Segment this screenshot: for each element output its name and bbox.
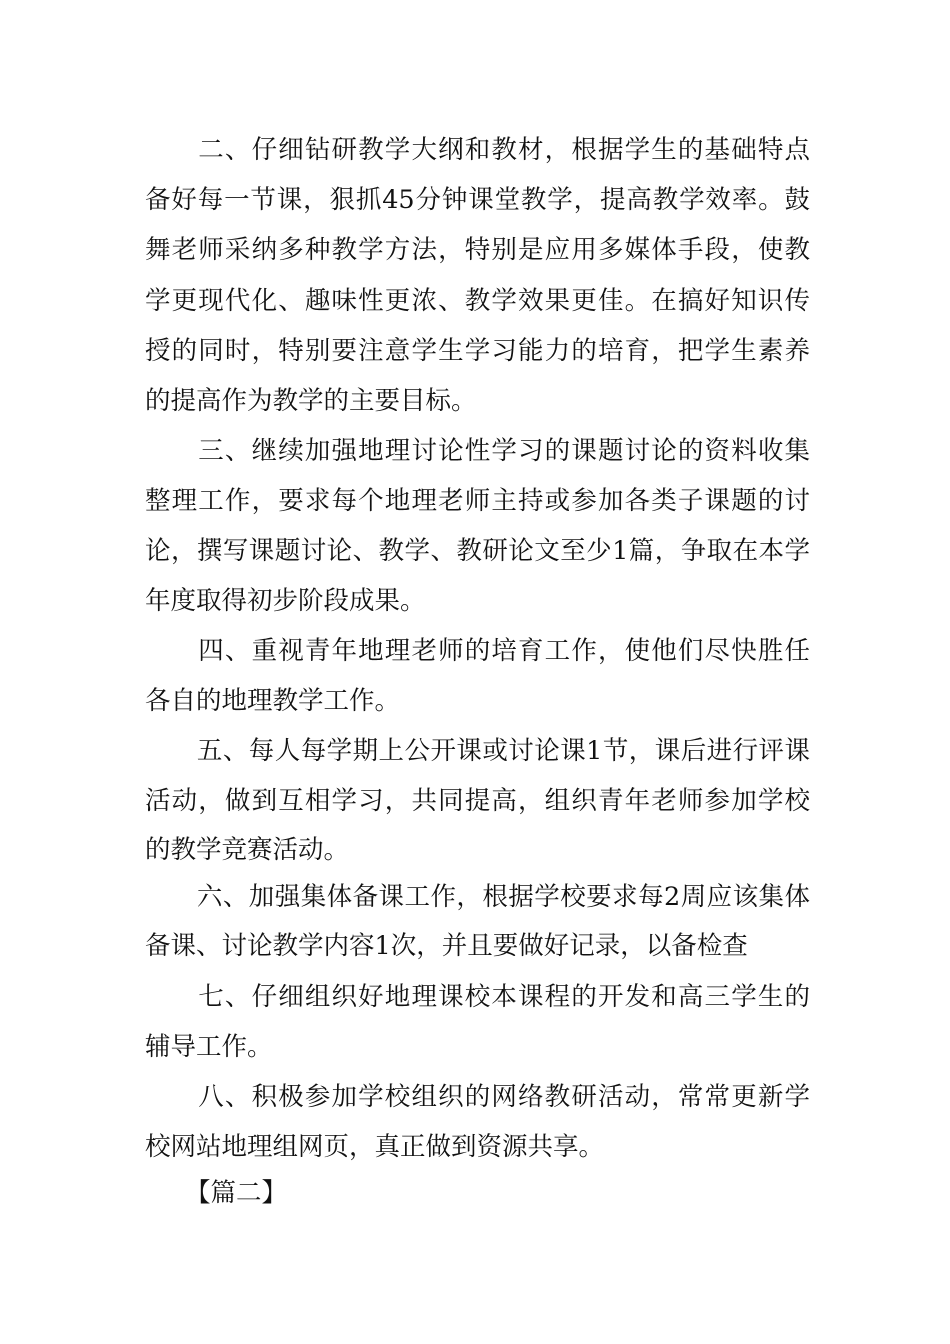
paragraph-line: 六、加强集体备课工作，根据学校要求每2周应该集体 (145, 882, 810, 912)
paragraph-line: 二、仔细钻研教学大纲和教材，根据学生的基础特点 (145, 135, 810, 165)
paragraph-line: 论，撰写课题讨论、教学、教研论文至少1篇，争取在本学 (145, 536, 810, 566)
paragraph-line: 三、继续加强地理讨论性学习的课题讨论的资料收集 (145, 436, 810, 466)
paragraph-line: 舞老师采纳多种教学方法，特别是应用多媒体手段，使教 (145, 235, 810, 265)
paragraph-line: 四、重视青年地理老师的培育工作，使他们尽快胜任 (145, 636, 810, 666)
paragraph-line: 年度取得初步阶段成果。 (145, 586, 426, 616)
paragraph-line: 活动，做到互相学习，共同提高，组织青年老师参加学校 (145, 786, 810, 816)
paragraph-line: 八、积极参加学校组织的网络教研活动，常常更新学 (145, 1082, 810, 1112)
paragraph-line: 备课、讨论教学内容1次，并且要做好记录，以备检查 (145, 931, 748, 961)
paragraph-line: 七、仔细组织好地理课校本课程的开发和高三学生的 (145, 982, 810, 1012)
paragraph-line: 的提高作为教学的主要目标。 (145, 386, 477, 416)
paragraph-line: 授的同时，特别要注意学生学习能力的培育，把学生素养 (145, 336, 810, 366)
paragraph-line: 整理工作，要求每个地理老师主持或参加各类子课题的讨 (145, 486, 810, 516)
section-heading: 【篇二】 (185, 1178, 288, 1208)
paragraph-line: 学更现代化、趣味性更浓、教学效果更佳。在搞好知识传 (145, 286, 810, 316)
paragraph-line: 的教学竞赛活动。 (145, 835, 350, 865)
paragraph-line: 校网站地理组网页，真正做到资源共享。 (145, 1132, 605, 1162)
paragraph-line: 各自的地理教学工作。 (145, 686, 401, 716)
paragraph-line: 备好每一节课，狠抓45分钟课堂教学，提高教学效率。鼓 (145, 185, 810, 215)
paragraph-line: 五、每人每学期上公开课或讨论课1节，课后进行评课 (145, 736, 810, 766)
paragraph-line: 辅导工作。 (145, 1032, 273, 1062)
